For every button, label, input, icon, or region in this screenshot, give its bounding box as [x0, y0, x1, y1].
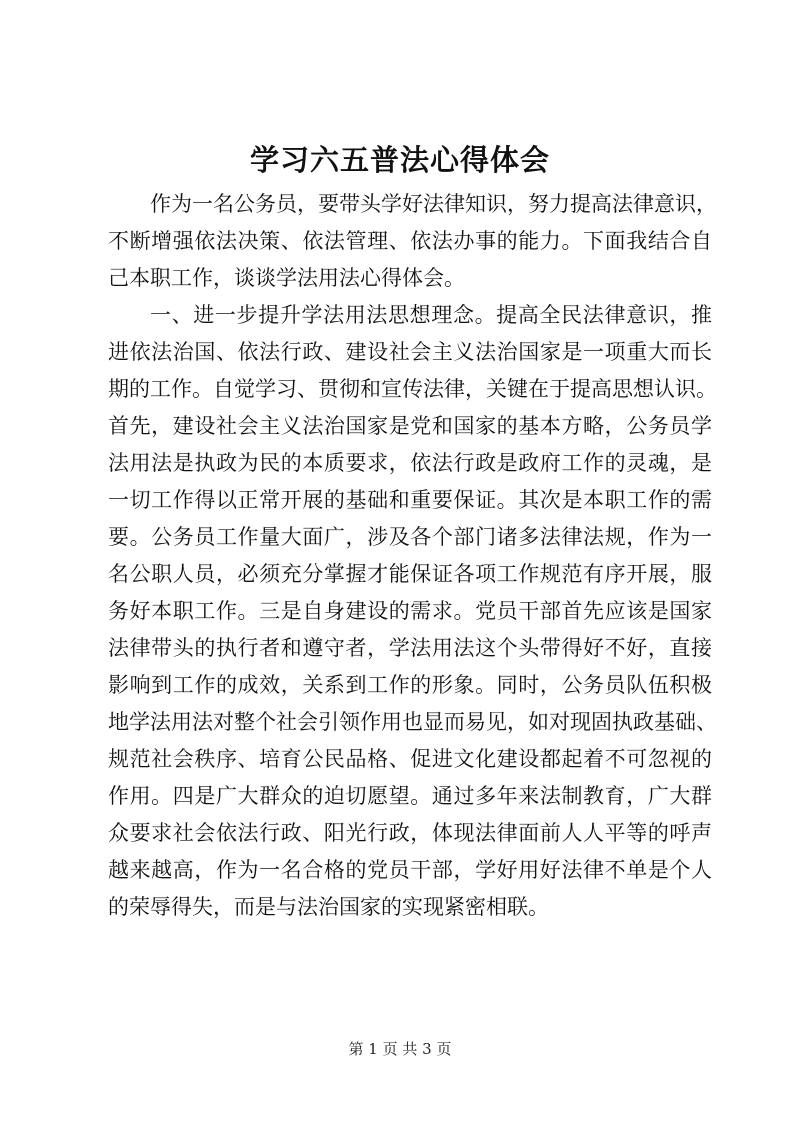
paragraph-line: 进依法治国、依法行政、建设社会主义法治国家是一项重大而长 [108, 340, 712, 364]
paragraph-line: 地学法用法对整个社会引领作用也显而易见，如对现固执政基础、 [108, 710, 717, 734]
paragraph-line: 期的工作。自觉学习、贯彻和宣传法律，关键在于提高思想认识。 [108, 377, 717, 401]
paragraph-line: 要。公务员工作量大面广，涉及各个部门诸多法律法规，作为一 [108, 525, 712, 549]
document-title: 学习六五普法心得体会 [249, 143, 550, 177]
paragraph-line: 的荣辱得失，而是与法治国家的实现紧密相联。 [108, 895, 549, 919]
paragraph-line: 一切工作得以正常开展的基础和重要保证。其次是本职工作的需 [108, 488, 712, 512]
paragraph-line: 作用。四是广大群众的迫切愿望。通过多年来法制教育，广大群 [108, 784, 712, 808]
paragraph-line: 法律带头的执行者和遵守者，学法用法这个头带得好不好，直接 [108, 636, 712, 660]
paragraph-line: 首先，建设社会主义法治国家是党和国家的基本方略，公务员学 [108, 414, 712, 438]
paragraph-line: 己本职工作，谈谈学法用法心得体会。 [108, 266, 465, 290]
paragraph-line: 越来越高，作为一名合格的党员干部，学好用好法律不单是个人 [108, 858, 712, 882]
paragraph-line: 务好本职工作。三是自身建设的需求。党员干部首先应该是国家 [108, 599, 712, 623]
paragraph-line: 作为一名公务员，要带头学好法律知识，努力提高法律意识， [150, 192, 717, 216]
paragraph-line: 一、进一步提升学法用法思想理念。提高全民法律意识，推 [150, 303, 712, 327]
paragraph-line: 名公职人员，必须充分掌握才能保证各项工作规范有序开展，服 [108, 562, 712, 586]
paragraph-line: 法用法是执政为民的本质要求，依法行政是政府工作的灵魂，是 [108, 451, 712, 475]
page-footer: 第 1 页 共 3 页 [348, 1040, 452, 1058]
paragraph-line: 不断增强依法决策、依法管理、依法办事的能力。下面我结合自 [108, 229, 712, 253]
paragraph-line: 规范社会秩序、培育公民品格、促进文化建设都起着不可忽视的 [108, 747, 712, 771]
paragraph-line: 影响到工作的成效，关系到工作的形象。同时，公务员队伍积极 [108, 673, 712, 697]
document-body [108, 186, 717, 926]
paragraph-line: 众要求社会依法行政、阳光行政，体现法律面前人人平等的呼声 [108, 821, 712, 845]
